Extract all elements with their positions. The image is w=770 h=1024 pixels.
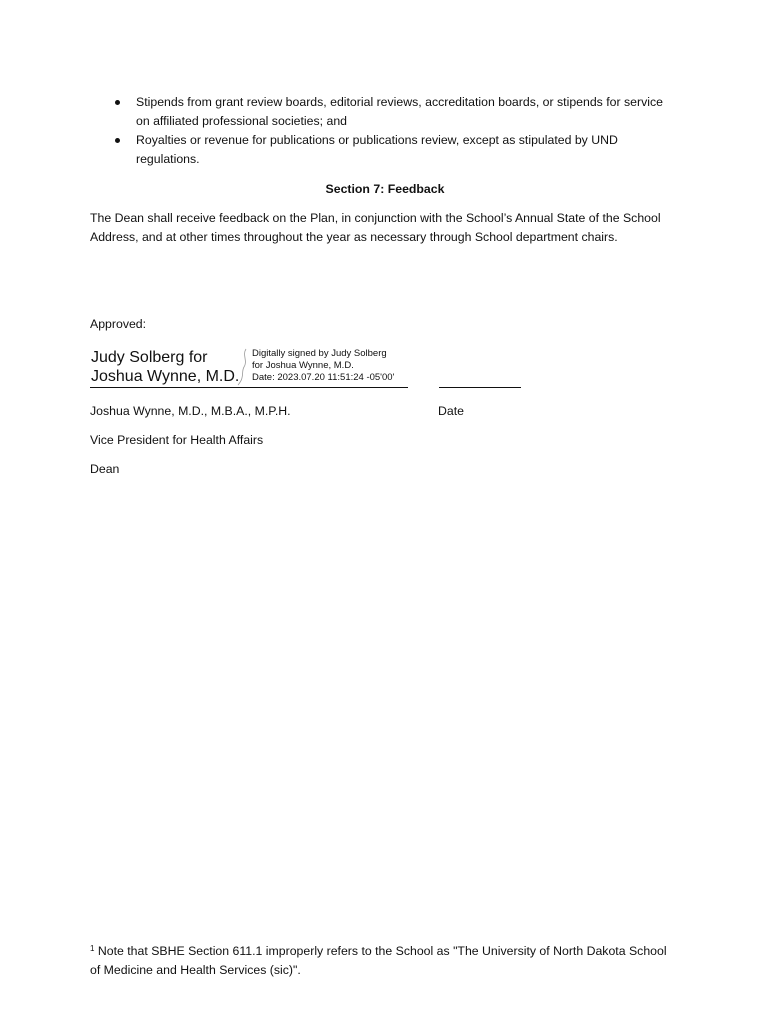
bullet-icon	[115, 100, 120, 105]
digital-signature-line: Date: 2023.07.20 11:51:24 -05'00'	[252, 372, 395, 383]
digital-signature-line: for Joshua Wynne, M.D.	[252, 360, 354, 371]
section-heading: Section 7: Feedback	[325, 182, 445, 196]
signature-name-line: Judy Solberg for	[91, 349, 208, 366]
signatory-role: Dean	[90, 462, 120, 476]
list-item	[90, 131, 670, 169]
footnote	[90, 942, 670, 980]
date-label: Date	[438, 404, 464, 418]
digital-signature-details	[252, 348, 394, 384]
bullet-icon	[115, 138, 120, 143]
bullet-text: Stipends from grant review boards, editorial reviews, accreditation boards, or stipends for service on affiliated professional societies; and	[136, 95, 663, 128]
bullet-text: Royalties or revenue for publications or publications review, except as stipulated by UND regulations.	[136, 133, 618, 166]
signature-underline	[90, 387, 408, 388]
footnote-marker: 1	[90, 944, 95, 953]
list-item	[90, 93, 670, 131]
signature-name-line: Joshua Wynne, M.D.	[91, 368, 240, 385]
approved-label: Approved:	[90, 317, 147, 331]
signature-name	[91, 348, 239, 386]
signatory-name: Joshua Wynne, M.D., M.B.A., M.P.H.	[90, 404, 291, 418]
footnote-text: Note that SBHE Section 611.1 improperly refers to the School as "The University of North Dakota School of Medicine and Health Services (sic)".	[90, 944, 667, 977]
feedback-paragraph: The Dean shall receive feedback on the Plan, in conjunction with the School’s Annual State of the School Address, and at other times throughout the year as necessary through School department chairs.	[90, 211, 661, 244]
signatory-title: Vice President for Health Affairs	[90, 433, 264, 447]
digital-signature-line: Digitally signed by Judy Solberg	[252, 348, 387, 359]
signature-flourish-icon	[236, 347, 252, 387]
date-underline	[439, 387, 521, 388]
benefits-bullet-list	[90, 93, 670, 169]
